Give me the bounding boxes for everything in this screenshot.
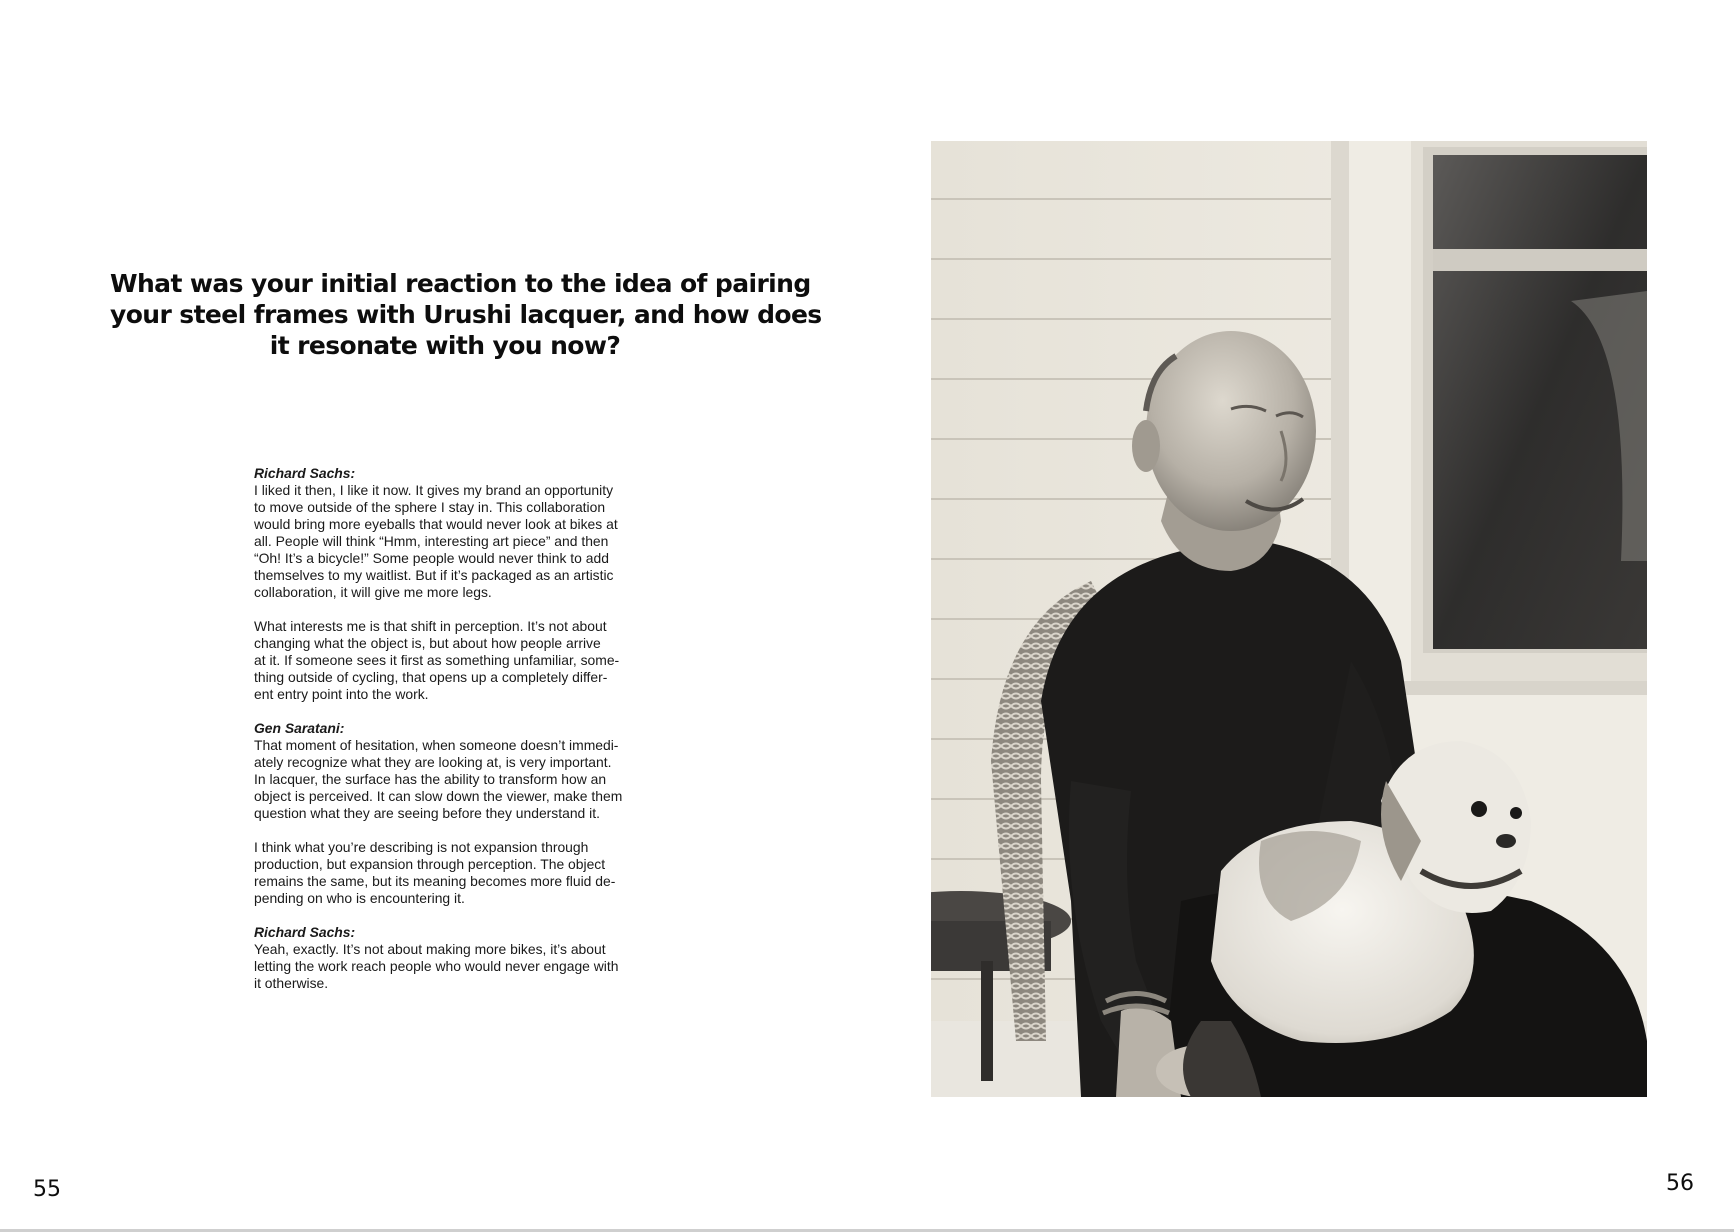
body-line: I liked it then, I like it now. It gives my brand an opportunity (254, 482, 614, 498)
speaker-name: Richard Sachs: (254, 465, 356, 481)
body-line: would bring more eyeballs that would never look at bikes at (254, 516, 618, 532)
body-line: pending on who is encountering it. (254, 890, 465, 906)
body-line: changing what the object is, but about how people arrive (254, 635, 601, 651)
body-line: In lacquer, the surface has the ability to transform how an (254, 771, 607, 787)
speaker-name: Gen Saratani: (254, 720, 345, 736)
speaker-name: Richard Sachs: (254, 924, 356, 940)
answer-block (254, 839, 648, 907)
body-line: ent entry point into the work. (254, 686, 429, 702)
body-line: remains the same, but its meaning becomes more fluid de- (254, 873, 616, 889)
answer-block (254, 618, 648, 703)
question-line: What was your initial reaction to the idea of pairing (110, 269, 811, 298)
body-line: production, but expansion through perception. The object (254, 856, 606, 872)
body-line: “Oh! It’s a bicycle!” Some people would never think to add (254, 550, 609, 566)
body-line: I think what you’re describing is not expansion through (254, 839, 589, 855)
body-line: question what they are seeing before they understand it. (254, 805, 600, 821)
body-line: themselves to my waitlist. But if it’s packaged as an artistic (254, 567, 614, 583)
page-number-left: 55 (33, 1177, 61, 1202)
portrait-photo (931, 141, 1647, 1097)
body-line: letting the work reach people who would never engage with (254, 958, 619, 974)
page-number-right: 56 (1666, 1171, 1694, 1196)
answer-block (254, 720, 648, 822)
portrait-photo-icon (931, 141, 1647, 1097)
interview-question (110, 268, 822, 361)
answer-block (254, 465, 648, 601)
body-line: Yeah, exactly. It’s not about making more bikes, it’s about (254, 941, 606, 957)
body-line: ately recognize what they are looking at, is very important. (254, 754, 612, 770)
body-line: collaboration, it will give me more legs. (254, 584, 492, 600)
body-line: That moment of hesitation, when someone doesn’t immedi- (254, 737, 619, 753)
body-line: it otherwise. (254, 975, 329, 991)
question-line: your steel frames with Urushi lacquer, and how does (110, 300, 822, 329)
body-line: all. People will think “Hmm, interesting art piece” and then (254, 533, 609, 549)
body-line: at it. If someone sees it first as something unfamiliar, some- (254, 652, 620, 668)
body-line: to move outside of the sphere I stay in. This collaboration (254, 499, 606, 515)
interview-body (254, 465, 648, 1009)
answer-block (254, 924, 648, 992)
body-line: thing outside of cycling, that opens up a completely differ- (254, 669, 608, 685)
question-line: it resonate with you now? (269, 331, 621, 360)
body-line: object is perceived. It can slow down the viewer, make them (254, 788, 623, 804)
body-line: What interests me is that shift in perception. It’s not about (254, 618, 607, 634)
